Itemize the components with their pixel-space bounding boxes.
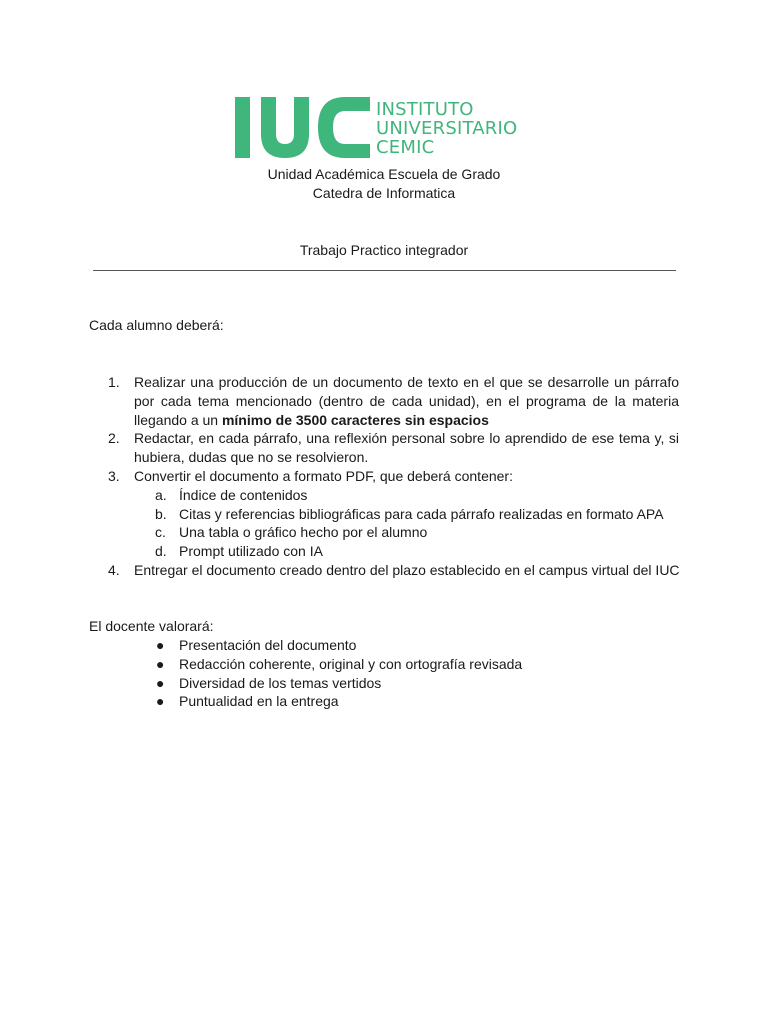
teacher-intro: El docente valorará: (89, 618, 214, 634)
bullet-text: Diversidad de los temas vertidos (179, 674, 382, 691)
sub-list-item-letter: d. (155, 543, 167, 560)
logo-letter-i (235, 97, 250, 158)
bullet-icon: ● (156, 655, 165, 672)
unit-name: Unidad Académica Escuela de Grado (267, 166, 501, 182)
logo-letter-u (261, 97, 309, 158)
chair-name: Catedra de Informatica (312, 185, 456, 201)
bullet-item (89, 636, 679, 655)
sub-list-item-text: Una tabla o gráfico hecho por el alumno (179, 524, 428, 541)
list-item-number: 1. (108, 374, 120, 390)
logo-letter-c (318, 97, 370, 158)
bullet-text: Presentación del documento (179, 637, 357, 653)
list-item-number: 2. (108, 430, 120, 447)
list-item-text-main: Realizar una producción de un documento de texto en el que se desarrolle un párrafo por cada tema mencionado (dentro de cada unidad), en el programa de la materia llegando a un (134, 374, 679, 428)
bullet-icon: ● (156, 693, 165, 710)
sub-list-item (89, 505, 679, 524)
iuc-logo-mark (234, 96, 370, 160)
sub-list-item-letter: c. (155, 524, 166, 541)
list-item-text (134, 373, 679, 429)
sub-list-item-letter: a. (155, 486, 167, 503)
sub-list-item-text: Índice de contenidos (179, 486, 308, 503)
sub-list-item (89, 486, 679, 505)
bullet-icon: ● (156, 637, 165, 653)
bullet-text: Puntualidad en la entrega (179, 693, 339, 710)
logo-line-2: UNIVERSITARIO (376, 117, 518, 139)
document-title: Trabajo Practico integrador (299, 242, 469, 258)
sub-list-item (89, 523, 679, 542)
sub-list-item-text: Prompt utilizado con IA (179, 543, 323, 560)
list-item-text: Entregar el documento creado dentro del plazo establecido en el campus virtual del IUC (134, 561, 680, 578)
students-intro: Cada alumno deberá: (89, 317, 224, 333)
logo-line-3: CEMIC (376, 136, 435, 158)
bullet-item (89, 655, 679, 674)
iuc-logo (234, 96, 517, 160)
list-item (89, 467, 679, 486)
evaluation-list (89, 636, 679, 711)
list-item (89, 373, 679, 429)
list-item (89, 561, 679, 580)
bullet-item (89, 674, 679, 693)
list-item-number: 3. (108, 467, 120, 484)
bullet-item (89, 692, 679, 711)
list-item-text-bold: mínimo de 3500 caracteres sin espacios (221, 411, 489, 428)
list-item-number: 4. (108, 561, 120, 578)
logo-wordmark (376, 100, 517, 157)
bullet-text: Redacción coherente, original y con ortografía revisada (179, 655, 523, 672)
list-item-text: Redactar, en cada párrafo, una reflexión personal sobre lo aprendido de ese tema y, si hubiera, dudas que no se resolvieron. (134, 430, 679, 466)
sub-list-item-text: Citas y referencias bibliográficas para cada párrafo realizadas en formato APA (179, 505, 664, 522)
requirements-list (89, 373, 679, 580)
title-divider (93, 270, 676, 271)
list-item-text: Convertir el documento a formato PDF, que deberá contener: (134, 467, 513, 484)
list-item (89, 429, 679, 467)
bullet-icon: ● (156, 674, 165, 691)
sub-list-item-letter: b. (155, 505, 167, 522)
sub-list-item (89, 542, 679, 561)
logo-line-1: INSTITUTO (376, 98, 474, 120)
